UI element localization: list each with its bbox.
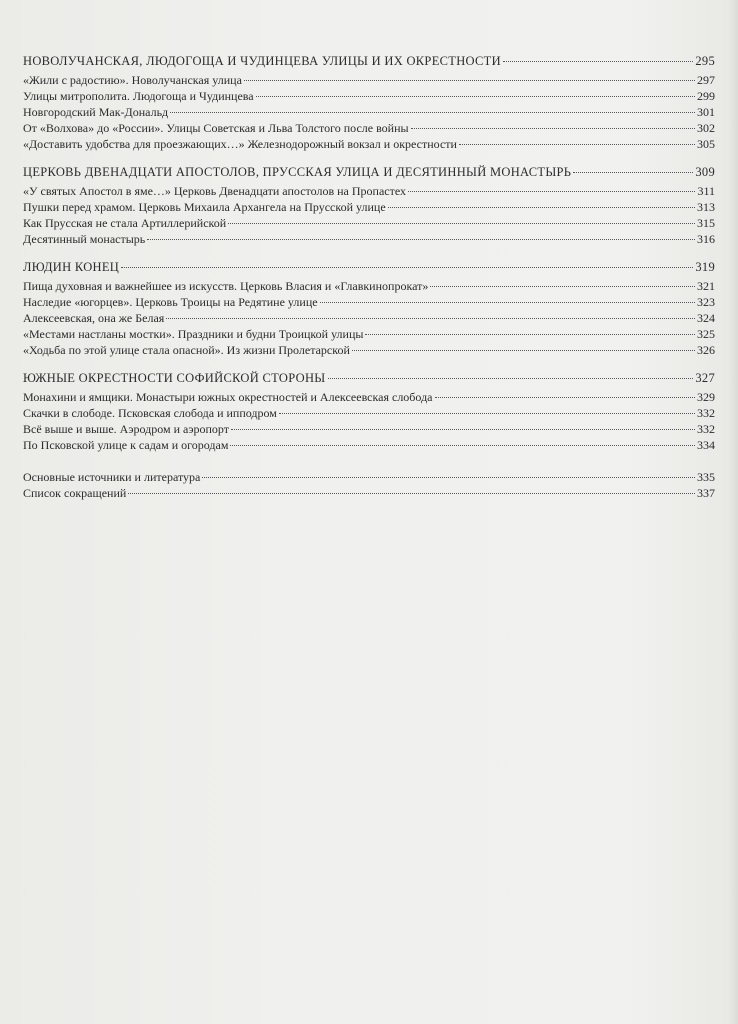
entry-title: Скачки в слободе. Псковская слобода и ипподром xyxy=(23,406,277,420)
toc-entry xyxy=(23,88,715,104)
page-number: 315 xyxy=(697,216,715,230)
dot-leader xyxy=(128,493,695,494)
page-number: 313 xyxy=(697,200,715,214)
page-number: 309 xyxy=(695,165,715,179)
toc-entry xyxy=(23,421,715,437)
dot-leader xyxy=(147,239,695,240)
page-number: 327 xyxy=(695,371,715,385)
dot-leader xyxy=(170,112,695,113)
toc-entry xyxy=(23,294,715,310)
dot-leader xyxy=(408,191,695,192)
entry-title: От «Волхова» до «России». Улицы Советская и Льва Толстого после войны xyxy=(23,121,409,135)
toc-entry xyxy=(23,342,715,358)
entry-title: Всё выше и выше. Аэродром и аэропорт xyxy=(23,422,230,436)
dot-leader xyxy=(228,223,695,224)
page-number: 299 xyxy=(697,89,715,103)
toc-entry xyxy=(23,405,715,421)
table-of-contents xyxy=(23,52,715,512)
entry-title: Наследие «югорцев». Церковь Троицы на Редятине улице xyxy=(23,295,318,309)
section-heading xyxy=(23,163,715,182)
page-number: 319 xyxy=(695,260,715,274)
page-number: 337 xyxy=(697,486,715,500)
dot-leader xyxy=(459,144,695,145)
entry-title: «Жили с радостию». Новолучанская улица xyxy=(23,73,242,87)
page-number: 323 xyxy=(697,295,715,309)
entry-title: Улицы митрополита. Людогоща и Чудинцева xyxy=(23,89,254,103)
dot-leader xyxy=(244,80,695,81)
entry-title: Алексеевская, она же Белая xyxy=(23,311,165,325)
toc-entry xyxy=(23,437,715,453)
toc-entry xyxy=(23,72,715,88)
section-heading xyxy=(23,369,715,388)
dot-leader xyxy=(279,413,695,414)
page-number: 295 xyxy=(695,54,715,68)
page-number: 316 xyxy=(697,232,715,246)
toc-entry xyxy=(23,326,715,342)
toc-entry xyxy=(23,485,715,501)
section-heading-title: ЦЕРКОВЬ ДВЕНАДЦАТИ АПОСТОЛОВ, ПРУССКАЯ УЛИЦА И ДЕСЯТИННЫЙ МОНАСТЫРЬ xyxy=(23,165,572,179)
page-number: 329 xyxy=(697,390,715,404)
dot-leader xyxy=(411,128,695,129)
dot-leader xyxy=(256,96,695,97)
toc-entry xyxy=(23,231,715,247)
entry-title: Пища духовная и важнейшее из искусств. Церковь Власия и «Главкинопрокат» xyxy=(23,279,429,293)
toc-entry xyxy=(23,278,715,294)
entry-title: «У святых Апостол в яме…» Церковь Двенадцати апостолов на Пропастех xyxy=(23,184,407,198)
dot-leader xyxy=(430,286,695,287)
page-number: 324 xyxy=(697,311,715,325)
section-heading xyxy=(23,258,715,277)
toc-entry xyxy=(23,310,715,326)
dot-leader xyxy=(121,267,693,268)
toc-entry xyxy=(23,104,715,120)
entry-title: «Доставить удобства для проезжающих…» Железнодорожный вокзал и окрестности xyxy=(23,137,457,151)
page-number: 335 xyxy=(697,470,715,484)
entry-title: Монахини и ямщики. Монастыри южных окрестностей и Алексеевская слобода xyxy=(23,390,433,404)
dot-leader xyxy=(230,445,695,446)
toc-section xyxy=(23,52,715,152)
toc-entry xyxy=(23,120,715,136)
toc-section xyxy=(23,369,715,453)
dot-leader xyxy=(328,378,694,379)
page-number: 297 xyxy=(697,73,715,87)
page-number: 301 xyxy=(697,105,715,119)
toc-entry xyxy=(23,183,715,199)
toc-back-matter xyxy=(23,469,715,501)
dot-leader xyxy=(503,61,693,62)
page-number: 325 xyxy=(697,327,715,341)
entry-title: По Псковской улице к садам и огородам xyxy=(23,438,229,452)
dot-leader xyxy=(320,302,695,303)
toc-section xyxy=(23,163,715,247)
dot-leader xyxy=(352,350,695,351)
entry-title: Как Прусская не стала Артиллерийской xyxy=(23,216,227,230)
entry-title: Десятинный монастырь xyxy=(23,232,146,246)
dot-leader xyxy=(166,318,695,319)
toc-entry xyxy=(23,199,715,215)
toc-section xyxy=(23,258,715,358)
toc-entry xyxy=(23,215,715,231)
dot-leader xyxy=(388,207,695,208)
section-heading-title: НОВОЛУЧАНСКАЯ, ЛЮДОГОЩА И ЧУДИНЦЕВА УЛИЦЫ И ИХ ОКРЕСТНОСТИ xyxy=(23,54,501,68)
dot-leader xyxy=(202,477,695,478)
entry-title: Пушки перед храмом. Церковь Михаила Архангела на Прусской улице xyxy=(23,200,386,214)
page-number: 311 xyxy=(697,184,715,198)
section-heading-title: ЮЖНЫЕ ОКРЕСТНОСТИ СОФИЙСКОЙ СТОРОНЫ xyxy=(23,371,326,385)
toc-entry xyxy=(23,136,715,152)
page-number: 321 xyxy=(697,279,715,293)
page-number: 302 xyxy=(697,121,715,135)
page-number: 326 xyxy=(697,343,715,357)
entry-title: «Местами настланы мостки». Праздники и будни Троицкой улицы xyxy=(23,327,364,341)
dot-leader xyxy=(231,429,695,430)
entry-title: Новгородский Мак-Дональд xyxy=(23,105,169,119)
dot-leader xyxy=(365,334,695,335)
entry-title: «Ходьба по этой улице стала опасной». Из жизни Пролетарской xyxy=(23,343,350,357)
toc-entry xyxy=(23,389,715,405)
entry-title: Основные источники и литература xyxy=(23,470,201,484)
entry-title: Список сокращений xyxy=(23,486,127,500)
page-number: 305 xyxy=(697,137,715,151)
toc-entry xyxy=(23,469,715,485)
page-number: 332 xyxy=(697,406,715,420)
section-heading-title: ЛЮДИН КОНЕЦ xyxy=(23,260,120,274)
dot-leader xyxy=(435,397,696,398)
page-number: 332 xyxy=(697,422,715,436)
section-heading xyxy=(23,52,715,71)
page-number: 334 xyxy=(697,438,715,452)
dot-leader xyxy=(573,172,693,173)
